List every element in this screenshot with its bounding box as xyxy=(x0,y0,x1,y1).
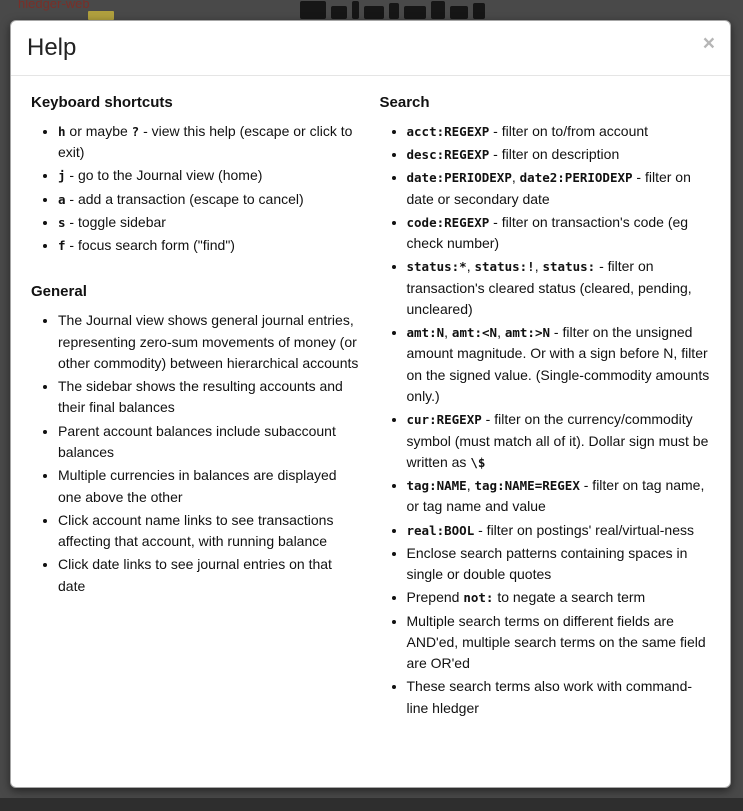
list-item: • tag:NAME, tag:NAME=REGEX - filter on tag name, or tag name and value xyxy=(407,475,711,518)
list-item: • acct:REGEXP - filter on to/from account xyxy=(407,121,711,142)
list-item: • Enclose search patterns containing spaces in single or double quotes xyxy=(407,543,711,586)
list-item: • s - toggle sidebar xyxy=(58,212,362,233)
list-item: • Prepend not: to negate a search term xyxy=(407,587,711,608)
inline-code: f xyxy=(58,238,66,254)
list-item: • f - focus search form ("find") xyxy=(58,235,362,256)
list-item: • Click date links to see journal entries on that date xyxy=(58,554,362,597)
list-item: • real:BOOL - filter on postings' real/virtual-ness xyxy=(407,520,711,541)
list-item: • date:PERIODEXP, date2:PERIODEXP - filter on date or secondary date xyxy=(407,167,711,210)
inline-code: s xyxy=(58,214,66,230)
background-bottom-strip xyxy=(0,798,743,811)
inline-code: date2:PERIODEXP xyxy=(519,170,633,186)
inline-code: j xyxy=(58,168,66,184)
list-item: • j - go to the Journal view (home) xyxy=(58,165,362,186)
list-item: • a - add a transaction (escape to cancel) xyxy=(58,189,362,210)
section-heading-general: General xyxy=(31,283,87,301)
list-item: • The Journal view shows general journal entries, representing zero-sum movements of money (or other commodity) between hierarchical accounts xyxy=(58,310,362,374)
modal-body xyxy=(11,76,730,737)
left-column xyxy=(31,94,362,727)
list-item: • status:*, status:!, status: - filter on transaction's cleared status (cleared, pending, uncleared) xyxy=(407,256,711,320)
inline-code: amt:<N xyxy=(451,325,498,341)
inline-code: amt:N xyxy=(406,325,445,341)
inline-code: ? xyxy=(131,123,140,139)
background-highlight-fragment xyxy=(88,11,114,20)
inline-code: real:BOOL xyxy=(406,522,475,538)
inline-code: desc:REGEXP xyxy=(406,147,490,163)
list-item: • Parent account balances include subaccount balances xyxy=(58,421,362,464)
list-item: • Multiple currencies in balances are displayed one above the other xyxy=(58,465,362,508)
background-heading-fragment xyxy=(300,0,485,19)
inline-code: code:REGEXP xyxy=(406,214,490,230)
background-page-peek xyxy=(0,0,743,22)
search-list xyxy=(380,121,711,719)
inline-code: cur:REGEXP xyxy=(406,412,482,428)
list-item: • cur:REGEXP - filter on the currency/commodity symbol (must match all of it). Dollar sign must be written as \$ xyxy=(407,409,711,473)
inline-code: date:PERIODEXP xyxy=(406,170,512,186)
inline-code: amt:>N xyxy=(504,325,551,341)
inline-code: a xyxy=(58,191,66,207)
inline-code: status:! xyxy=(474,259,535,275)
close-icon[interactable]: × xyxy=(702,32,715,55)
inline-code: \$ xyxy=(470,454,486,470)
inline-code: not: xyxy=(463,590,494,606)
keyboard-shortcuts-list xyxy=(31,121,362,257)
section-heading-search: Search xyxy=(379,93,430,111)
inline-code: h xyxy=(58,123,66,139)
general-list xyxy=(31,310,362,596)
list-item: • amt:N, amt:<N, amt:>N - filter on the unsigned amount magnitude. Or with a sign before N, filter on the signed value. (Single-commodity amounts only.) xyxy=(407,322,711,407)
modal-header xyxy=(11,21,730,76)
list-item: • desc:REGEXP - filter on description xyxy=(407,144,711,165)
right-column xyxy=(380,94,711,727)
list-item: • h or maybe ? - view this help (escape or click to exit) xyxy=(58,121,362,164)
inline-code: status:* xyxy=(406,259,467,275)
inline-code: tag:NAME=REGEX xyxy=(474,478,580,494)
background-brand-link: hledger-web xyxy=(18,0,90,11)
modal-title: Help xyxy=(27,34,77,61)
list-item: • The sidebar shows the resulting accounts and their final balances xyxy=(58,376,362,419)
help-modal xyxy=(10,20,731,788)
list-item: • Multiple search terms on different fields are AND'ed, multiple search terms on the same field are OR'ed xyxy=(407,611,711,675)
inline-code: status: xyxy=(542,259,596,275)
list-item: • These search terms also work with command-line hledger xyxy=(407,676,711,719)
section-heading-keyboard-shortcuts: Keyboard shortcuts xyxy=(31,93,173,111)
list-item: • Click account name links to see transactions affecting that account, with running balance xyxy=(58,510,362,553)
inline-code: tag:NAME xyxy=(406,478,467,494)
inline-code: acct:REGEXP xyxy=(406,123,490,139)
list-item: • code:REGEXP - filter on transaction's code (eg check number) xyxy=(407,212,711,255)
